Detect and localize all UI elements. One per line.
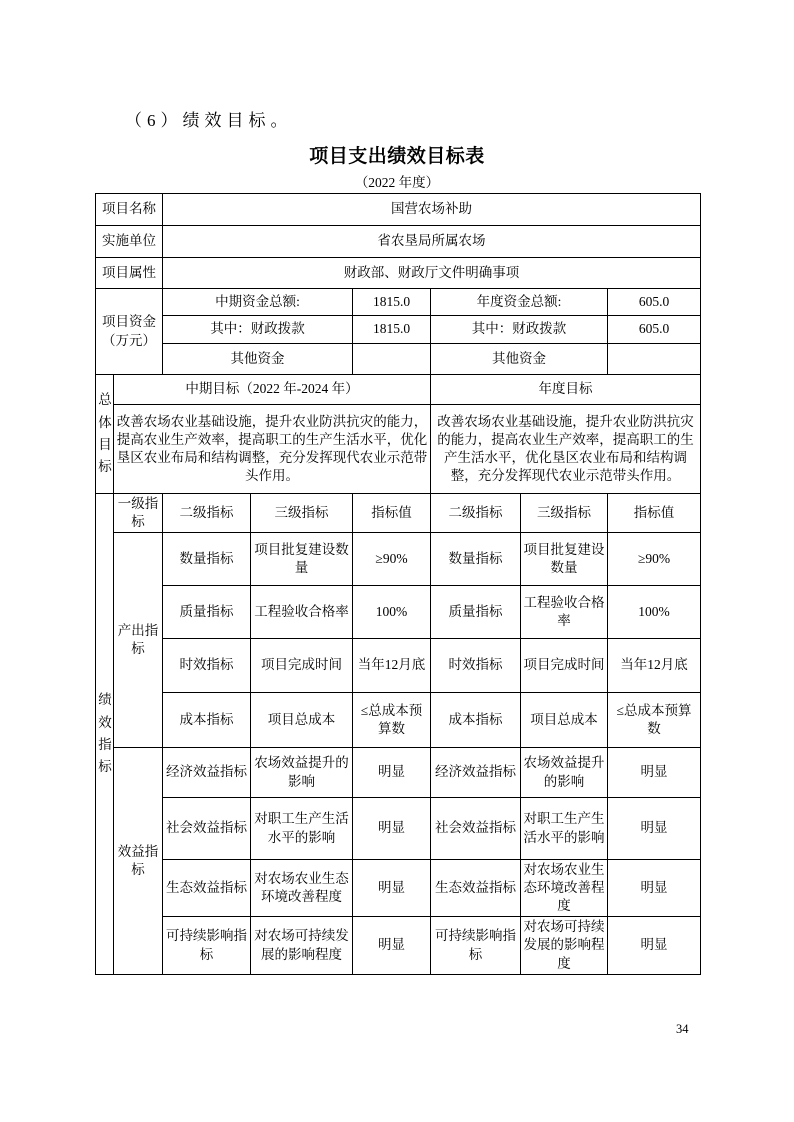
implementing-unit-label: 实施单位 bbox=[96, 226, 163, 258]
table-row bbox=[96, 494, 701, 533]
page-number: 34 bbox=[676, 1022, 689, 1036]
value-cell-mid: 明显 bbox=[353, 798, 431, 860]
indicator-row bbox=[96, 798, 701, 860]
mid-total-value: 1815.0 bbox=[353, 289, 431, 316]
value-header-mid: 指标值 bbox=[353, 494, 431, 533]
l2-cell-year: 质量指标 bbox=[431, 586, 521, 639]
l3-cell-mid: 项目批复建设数量 bbox=[251, 533, 353, 586]
level3-header-mid: 三级指标 bbox=[251, 494, 353, 533]
l2-cell-mid: 时效指标 bbox=[163, 639, 251, 693]
level1-header: 一级指标 bbox=[114, 494, 163, 533]
l2-cell-mid: 质量指标 bbox=[163, 586, 251, 639]
year-fiscal-label: 其中：财政拨款 bbox=[431, 316, 608, 344]
year-other-value bbox=[608, 344, 701, 375]
mid-other-value bbox=[353, 344, 431, 375]
l3-cell-year: 农场效益提升的影响 bbox=[521, 748, 608, 798]
l3-cell-year: 项目批复建设数量 bbox=[521, 533, 608, 586]
value-cell-year: ≥90% bbox=[608, 533, 701, 586]
l2-cell-mid: 社会效益指标 bbox=[163, 798, 251, 860]
year-other-label: 其他资金 bbox=[431, 344, 608, 375]
l3-cell-year: 项目完成时间 bbox=[521, 639, 608, 693]
indicator-row bbox=[96, 748, 701, 798]
value-header-year: 指标值 bbox=[608, 494, 701, 533]
project-attribute-value: 财政部、财政厅文件明确事项 bbox=[163, 258, 701, 289]
value-cell-year: ≤总成本预算数 bbox=[608, 693, 701, 748]
l3-cell-year: 对农场农业生态环境改善程度 bbox=[521, 860, 608, 917]
table-title: 项目支出绩效目标表 bbox=[309, 146, 485, 167]
table-row bbox=[96, 405, 701, 494]
l3-cell-mid: 对农场可持续发展的影响程度 bbox=[251, 917, 353, 975]
l3-cell-mid: 对农场农业生态环境改善程度 bbox=[251, 860, 353, 917]
output-indicators-group: 产出指标 bbox=[114, 533, 163, 748]
l2-cell-year: 生态效益指标 bbox=[431, 860, 521, 917]
l3-cell-mid: 工程验收合格率 bbox=[251, 586, 353, 639]
value-cell-mid: ≥90% bbox=[353, 533, 431, 586]
indicator-row bbox=[96, 533, 701, 586]
l3-cell-mid: 项目总成本 bbox=[251, 693, 353, 748]
table-row bbox=[96, 226, 701, 258]
table-row bbox=[96, 344, 701, 375]
value-cell-year: 100% bbox=[608, 586, 701, 639]
value-cell-year: 明显 bbox=[608, 917, 701, 975]
table-row bbox=[96, 316, 701, 344]
mid-fiscal-value: 1815.0 bbox=[353, 316, 431, 344]
l2-cell-mid: 数量指标 bbox=[163, 533, 251, 586]
mid-goal-text: 改善农场农业基础设施，提升农业防洪抗灾的能力，提高农业生产效率，提高职工的生产生活水平，优化垦区农业布局和结构调整，充分发挥现代农业示范带头作用。 bbox=[114, 405, 431, 494]
value-cell-mid: 明显 bbox=[353, 748, 431, 798]
l2-cell-mid: 成本指标 bbox=[163, 693, 251, 748]
l3-cell-mid: 农场效益提升的影响 bbox=[251, 748, 353, 798]
benefit-indicators-group: 效益指标 bbox=[114, 748, 163, 975]
l3-cell-mid: 对职工生产生活水平的影响 bbox=[251, 798, 353, 860]
implementing-unit-value: 省农垦局所属农场 bbox=[163, 226, 701, 258]
value-cell-mid: ≤总成本预算数 bbox=[353, 693, 431, 748]
project-funds-label: 项目资金（万元） bbox=[96, 289, 163, 375]
project-name-value: 国营农场补助 bbox=[163, 194, 701, 226]
mid-other-label: 其他资金 bbox=[163, 344, 353, 375]
l3-cell-year: 对农场可持续发展的影响程度 bbox=[521, 917, 608, 975]
indicator-row bbox=[96, 639, 701, 693]
level3-header-year: 三级指标 bbox=[521, 494, 608, 533]
l2-cell-year: 成本指标 bbox=[431, 693, 521, 748]
year-goal-header: 年度目标 bbox=[431, 375, 701, 405]
l2-cell-mid: 可持续影响指标 bbox=[163, 917, 251, 975]
project-name-label: 项目名称 bbox=[96, 194, 163, 226]
mid-total-label: 中期资金总额: bbox=[163, 289, 353, 316]
l3-cell-year: 对职工生产生活水平的影响 bbox=[521, 798, 608, 860]
indicator-row bbox=[96, 693, 701, 748]
year-total-label: 年度资金总额: bbox=[431, 289, 608, 316]
performance-target-table bbox=[95, 193, 701, 975]
value-cell-mid: 当年12月底 bbox=[353, 639, 431, 693]
table-row bbox=[96, 258, 701, 289]
value-cell-year: 当年12月底 bbox=[608, 639, 701, 693]
value-cell-mid: 100% bbox=[353, 586, 431, 639]
year-total-value: 605.0 bbox=[608, 289, 701, 316]
table-row bbox=[96, 194, 701, 226]
performance-indicators-label: 绩效指标 bbox=[96, 494, 114, 975]
value-cell-year: 明显 bbox=[608, 748, 701, 798]
value-cell-mid: 明显 bbox=[353, 917, 431, 975]
l2-cell-year: 可持续影响指标 bbox=[431, 917, 521, 975]
l2-cell-year: 数量指标 bbox=[431, 533, 521, 586]
value-cell-year: 明显 bbox=[608, 798, 701, 860]
section-heading: （6）绩效目标。 bbox=[125, 111, 293, 130]
table-subtitle: （2022 年度） bbox=[354, 175, 440, 190]
indicator-row bbox=[96, 917, 701, 975]
value-cell-year: 明显 bbox=[608, 860, 701, 917]
mid-goal-header: 中期目标（2022 年-2024 年） bbox=[114, 375, 431, 405]
l3-cell-mid: 项目完成时间 bbox=[251, 639, 353, 693]
year-goal-text: 改善农场农业基础设施，提升农业防洪抗灾的能力，提高农业生产效率，提高职工的生产生活水平，优化垦区农业布局和结构调整，充分发挥现代农业示范带头作用。 bbox=[431, 405, 701, 494]
l3-cell-year: 项目总成本 bbox=[521, 693, 608, 748]
l2-cell-year: 经济效益指标 bbox=[431, 748, 521, 798]
l2-cell-year: 时效指标 bbox=[431, 639, 521, 693]
project-attribute-label: 项目属性 bbox=[96, 258, 163, 289]
level2-header-year: 二级指标 bbox=[431, 494, 521, 533]
l2-cell-year: 社会效益指标 bbox=[431, 798, 521, 860]
level2-header-mid: 二级指标 bbox=[163, 494, 251, 533]
table-row bbox=[96, 289, 701, 316]
indicator-row bbox=[96, 860, 701, 917]
overall-goal-label: 总体目标 bbox=[96, 375, 114, 494]
mid-fiscal-label: 其中：财政拨款 bbox=[163, 316, 353, 344]
l2-cell-mid: 生态效益指标 bbox=[163, 860, 251, 917]
indicator-row bbox=[96, 586, 701, 639]
table-row bbox=[96, 375, 701, 405]
l2-cell-mid: 经济效益指标 bbox=[163, 748, 251, 798]
year-fiscal-value: 605.0 bbox=[608, 316, 701, 344]
value-cell-mid: 明显 bbox=[353, 860, 431, 917]
l3-cell-year: 工程验收合格率 bbox=[521, 586, 608, 639]
